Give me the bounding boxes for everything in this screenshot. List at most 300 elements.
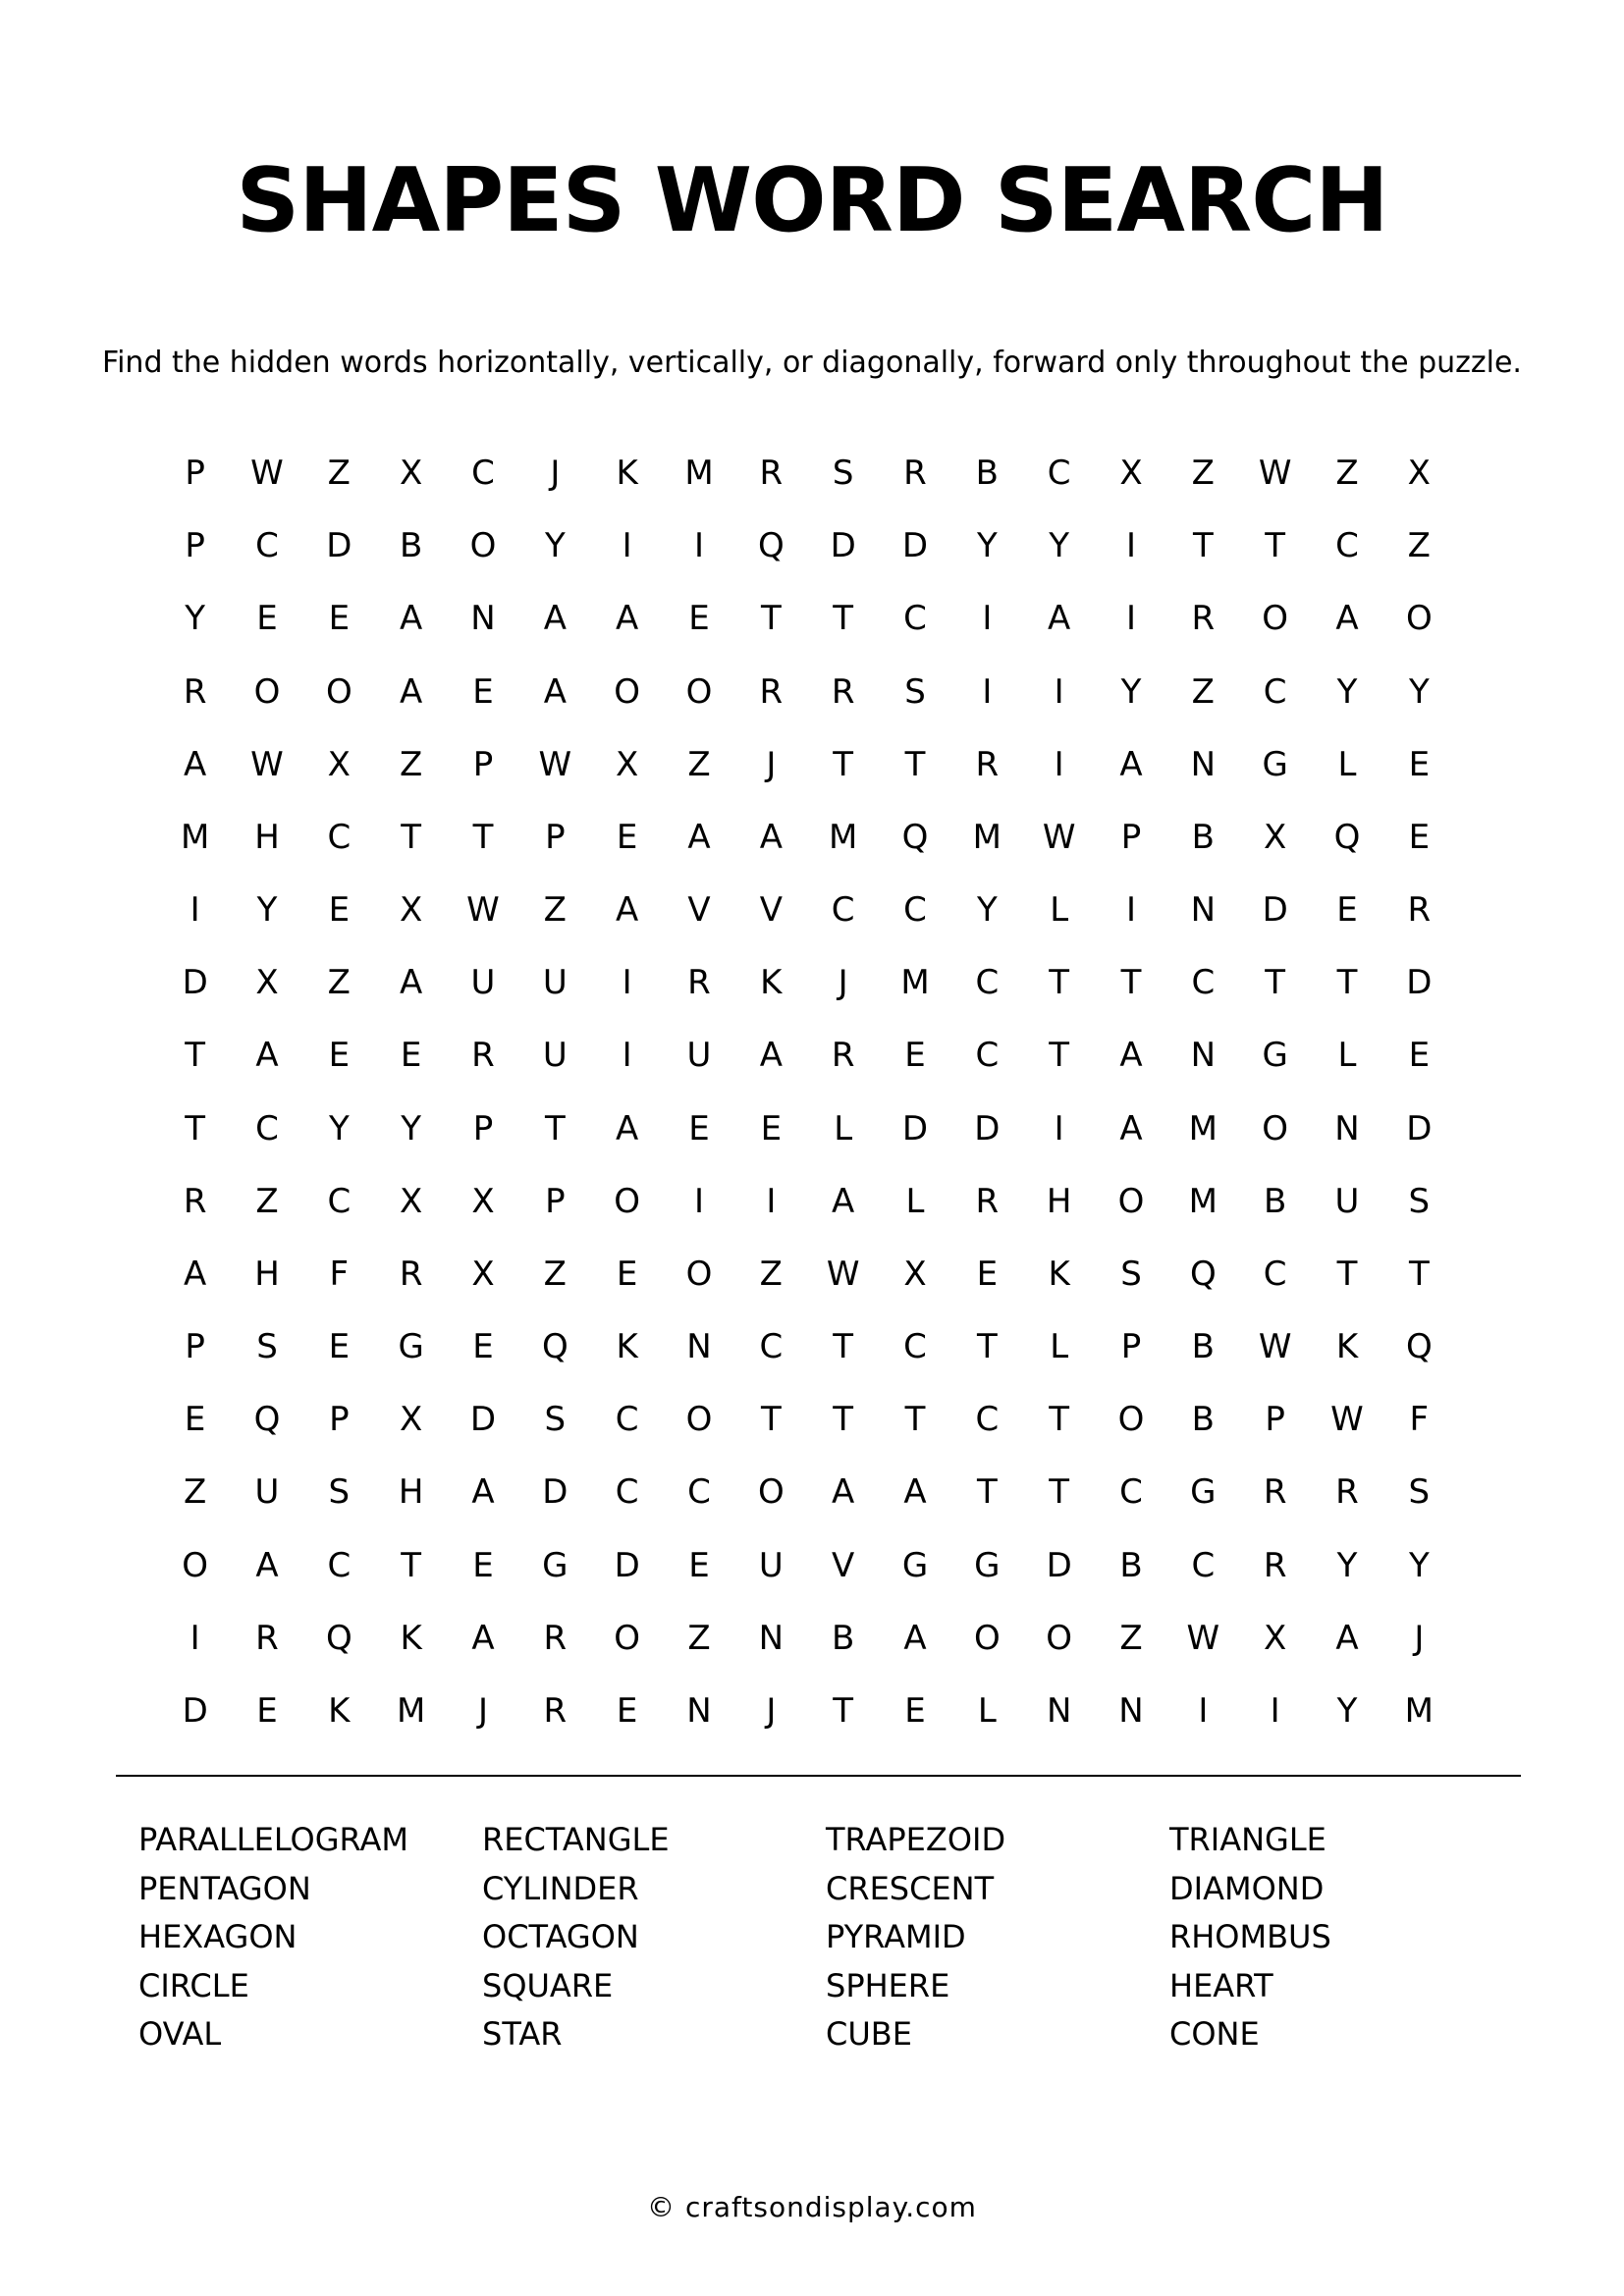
grid-letter: W <box>250 454 284 494</box>
grid-letter: J <box>838 963 848 1003</box>
grid-letter: C <box>1335 526 1359 566</box>
grid-letter: T <box>1336 963 1358 1003</box>
grid-letter: R <box>687 963 711 1003</box>
grid-letter: O <box>325 671 352 712</box>
grid-letter: M <box>1188 1181 1218 1221</box>
grid-letter: D <box>901 1108 929 1148</box>
grid-letter: B <box>832 1618 855 1658</box>
grid-letter: J <box>477 1690 488 1731</box>
grid-letter: A <box>184 1254 207 1294</box>
word-list-item: SQUARE <box>482 1966 614 2004</box>
grid-letter: E <box>1408 744 1431 784</box>
grid-letter: Y <box>976 526 998 566</box>
grid-letter: Z <box>255 1181 279 1221</box>
word-list-item: HEART <box>1169 1966 1273 2004</box>
grid-letter: D <box>182 963 208 1003</box>
grid-letter: O <box>1117 1181 1145 1221</box>
grid-letter: O <box>685 1400 713 1440</box>
grid-letter: E <box>472 1545 494 1585</box>
grid-letter: H <box>398 1472 424 1513</box>
grid-letter: I <box>982 671 993 712</box>
grid-letter: D <box>1406 963 1433 1003</box>
grid-letter: F <box>1409 1400 1430 1440</box>
grid-letter: D <box>182 1690 208 1731</box>
grid-letter: Q <box>1333 817 1361 857</box>
grid-letter: S <box>544 1400 567 1440</box>
grid-letter: V <box>759 890 783 931</box>
grid-letter: T <box>833 1690 854 1731</box>
grid-letter: H <box>254 817 280 857</box>
grid-letter: Y <box>1049 526 1070 566</box>
grid-letter: L <box>1337 744 1357 784</box>
grid-letter: P <box>329 1400 350 1440</box>
grid-letter: C <box>327 1181 352 1221</box>
grid-letter: M <box>180 817 210 857</box>
grid-letter: C <box>831 890 855 931</box>
grid-letter: O <box>1117 1400 1145 1440</box>
grid-letter: W <box>1330 1400 1364 1440</box>
grid-letter: I <box>622 963 632 1003</box>
word-list-item: HEXAGON <box>138 1918 298 1955</box>
grid-letter: O <box>1046 1618 1073 1658</box>
grid-letter: T <box>1265 526 1286 566</box>
grid-letter: T <box>1049 1036 1070 1076</box>
grid-letter: D <box>1046 1545 1072 1585</box>
grid-letter: T <box>1408 1254 1430 1294</box>
grid-letter: Z <box>543 890 567 931</box>
grid-letter: L <box>977 1690 997 1731</box>
grid-letter: C <box>903 1327 927 1367</box>
grid-letter: A <box>832 1181 855 1221</box>
grid-letter: I <box>693 1181 704 1221</box>
grid-letter: T <box>401 817 422 857</box>
grid-letter: P <box>545 817 566 857</box>
grid-letter: T <box>833 1327 854 1367</box>
grid-letter: Z <box>1191 454 1215 494</box>
grid-letter: D <box>614 1545 640 1585</box>
grid-letter: S <box>904 671 926 712</box>
grid-letter: A <box>400 963 423 1003</box>
grid-letter: E <box>472 1327 494 1367</box>
grid-letter: Q <box>1189 1254 1217 1294</box>
grid-letter: X <box>255 963 279 1003</box>
grid-letter: W <box>538 744 572 784</box>
grid-letter: C <box>615 1400 639 1440</box>
grid-letter: T <box>472 817 494 857</box>
grid-letter: E <box>688 1108 710 1148</box>
grid-letter: R <box>543 1690 568 1731</box>
grid-letter: I <box>1270 1690 1280 1731</box>
grid-letter: O <box>614 1618 641 1658</box>
grid-letter: G <box>398 1327 424 1367</box>
grid-letter: E <box>328 599 351 639</box>
grid-letter: O <box>757 1472 785 1513</box>
grid-letter: C <box>759 1327 784 1367</box>
grid-letter: K <box>328 1690 351 1731</box>
grid-letter: O <box>614 1181 641 1221</box>
grid-letter: E <box>760 1108 783 1148</box>
footer-credit: © craftsondisplay.com <box>647 2191 977 2223</box>
grid-letter: I <box>189 1618 200 1658</box>
grid-letter: S <box>256 1327 278 1367</box>
grid-letter: R <box>1191 599 1216 639</box>
grid-letter: R <box>1407 890 1432 931</box>
grid-letter: J <box>550 454 561 494</box>
grid-letter: O <box>685 1254 713 1294</box>
grid-letter: B <box>1191 1400 1215 1440</box>
grid-letter: V <box>687 890 711 931</box>
page-title: SHAPES WORD SEARCH <box>236 149 1388 252</box>
grid-letter: U <box>758 1545 784 1585</box>
word-list-item: CYLINDER <box>482 1869 639 1907</box>
grid-letter: K <box>760 963 783 1003</box>
grid-letter: E <box>616 1690 638 1731</box>
grid-letter: I <box>766 1181 777 1221</box>
grid-letter: C <box>975 1036 1000 1076</box>
grid-letter: Y <box>1336 1690 1358 1731</box>
grid-letter: J <box>766 744 777 784</box>
divider-line <box>116 1775 1521 1777</box>
grid-letter: M <box>684 454 714 494</box>
grid-letter: Z <box>1335 454 1359 494</box>
grid-letter: X <box>400 1400 423 1440</box>
grid-letter: P <box>185 454 205 494</box>
word-list-item: SPHERE <box>826 1966 950 2004</box>
grid-letter: L <box>834 1108 853 1148</box>
grid-letter: C <box>1047 454 1071 494</box>
grid-letter: Y <box>544 526 566 566</box>
grid-letter: M <box>828 817 858 857</box>
grid-letter: E <box>328 890 351 931</box>
grid-letter: T <box>833 744 854 784</box>
grid-letter: R <box>759 671 784 712</box>
grid-letter: T <box>544 1108 566 1148</box>
grid-letter: S <box>832 454 854 494</box>
grid-letter: Y <box>1336 1545 1358 1585</box>
grid-letter: R <box>255 1618 279 1658</box>
grid-letter: E <box>328 1036 351 1076</box>
grid-letter: N <box>470 599 496 639</box>
grid-letter: X <box>327 744 351 784</box>
word-list-item: PENTAGON <box>138 1869 311 1907</box>
grid-letter: S <box>1408 1181 1431 1221</box>
grid-letter: W <box>1258 454 1292 494</box>
grid-letter: D <box>974 1108 1001 1148</box>
grid-letter: P <box>1265 1400 1285 1440</box>
grid-letter: Z <box>1407 526 1431 566</box>
grid-letter: B <box>1264 1181 1287 1221</box>
grid-letter: I <box>693 526 704 566</box>
grid-letter: W <box>826 1254 860 1294</box>
grid-letter: A <box>616 890 639 931</box>
grid-letter: N <box>1190 890 1217 931</box>
grid-letter: R <box>975 1181 1000 1221</box>
grid-letter: E <box>1408 1036 1431 1076</box>
grid-letter: Y <box>1408 671 1430 712</box>
grid-letter: N <box>1190 1036 1217 1076</box>
grid-letter: I <box>1125 599 1136 639</box>
grid-letter: Z <box>327 454 351 494</box>
grid-letter: O <box>685 671 713 712</box>
grid-letter: I <box>622 526 632 566</box>
grid-letter: N <box>758 1618 785 1658</box>
grid-letter: T <box>401 1545 422 1585</box>
grid-letter: P <box>545 1181 566 1221</box>
grid-letter: R <box>759 454 784 494</box>
grid-letter: K <box>616 1327 638 1367</box>
grid-letter: T <box>1049 963 1070 1003</box>
word-list-item: OCTAGON <box>482 1918 639 1955</box>
grid-letter: R <box>471 1036 495 1076</box>
grid-letter: T <box>904 744 926 784</box>
grid-letter: Z <box>1119 1618 1143 1658</box>
grid-letter: T <box>1049 1472 1070 1513</box>
grid-letter: X <box>1119 454 1143 494</box>
grid-letter: T <box>976 1327 998 1367</box>
grid-letter: O <box>614 671 641 712</box>
grid-letter: U <box>470 963 496 1003</box>
grid-letter: M <box>972 817 1001 857</box>
grid-letter: O <box>973 1618 1001 1658</box>
grid-letter: C <box>903 599 927 639</box>
grid-letter: R <box>399 1254 423 1294</box>
grid-letter: T <box>1265 963 1286 1003</box>
grid-letter: H <box>1046 1181 1072 1221</box>
grid-letter: A <box>543 671 567 712</box>
grid-letter: C <box>1191 1545 1216 1585</box>
grid-letter: A <box>1119 1036 1143 1076</box>
grid-letter: X <box>1264 817 1287 857</box>
grid-letter: L <box>1050 1327 1069 1367</box>
grid-letter: M <box>1188 1108 1218 1148</box>
grid-letter: Z <box>1191 671 1215 712</box>
grid-letter: U <box>542 963 568 1003</box>
grid-letter: D <box>830 526 856 566</box>
grid-letter: I <box>622 1036 632 1076</box>
grid-letter: B <box>1191 1327 1215 1367</box>
grid-letter: A <box>471 1472 495 1513</box>
grid-letter: Q <box>901 817 929 857</box>
grid-letter: Y <box>328 1108 350 1148</box>
grid-letter: I <box>1125 526 1136 566</box>
grid-letter: O <box>1262 599 1289 639</box>
grid-letter: H <box>254 1254 280 1294</box>
grid-letter: L <box>1050 890 1069 931</box>
word-list-item: CONE <box>1169 2015 1260 2053</box>
grid-letter: X <box>471 1254 495 1294</box>
word-list-item: DIAMOND <box>1169 1869 1325 1907</box>
word-list-item: STAR <box>482 2015 563 2053</box>
grid-letter: R <box>183 671 207 712</box>
grid-letter: E <box>616 1254 638 1294</box>
grid-letter: A <box>903 1472 927 1513</box>
grid-letter: A <box>543 599 567 639</box>
grid-letter: R <box>831 1036 855 1076</box>
grid-letter: X <box>1264 1618 1287 1658</box>
grid-letter: X <box>903 1254 927 1294</box>
grid-letter: N <box>1118 1690 1144 1731</box>
grid-letter: A <box>832 1472 855 1513</box>
grid-letter: R <box>831 671 855 712</box>
grid-letter: U <box>254 1472 280 1513</box>
grid-letter: E <box>256 1690 278 1731</box>
grid-letter: N <box>686 1327 712 1367</box>
grid-letter: I <box>1054 671 1064 712</box>
grid-letter: G <box>901 1545 929 1585</box>
word-list-item: TRAPEZOID <box>826 1821 1006 1858</box>
grid-letter: O <box>182 1545 209 1585</box>
grid-letter: T <box>760 599 782 639</box>
grid-letter: A <box>255 1036 279 1076</box>
grid-letter: A <box>471 1618 495 1658</box>
grid-letter: D <box>326 526 352 566</box>
grid-letter: G <box>974 1545 1001 1585</box>
grid-letter: W <box>1042 817 1076 857</box>
grid-letter: J <box>1414 1618 1425 1658</box>
grid-letter: G <box>542 1545 568 1585</box>
grid-letter: D <box>469 1400 497 1440</box>
grid-letter: Z <box>687 1618 711 1658</box>
grid-letter: K <box>1335 1327 1359 1367</box>
grid-letter: C <box>1263 1254 1287 1294</box>
grid-letter: M <box>900 963 930 1003</box>
grid-letter: L <box>1337 1036 1357 1076</box>
grid-letter: R <box>1263 1545 1287 1585</box>
grid-letter: X <box>1407 454 1431 494</box>
grid-letter: R <box>1335 1472 1359 1513</box>
grid-letter: C <box>1191 963 1216 1003</box>
grid-letter: W <box>1258 1327 1292 1367</box>
grid-letter: U <box>542 1036 568 1076</box>
grid-letter: R <box>183 1181 207 1221</box>
grid-letter: E <box>1408 817 1431 857</box>
grid-letter: Z <box>327 963 351 1003</box>
grid-letter: W <box>466 890 500 931</box>
grid-letter: I <box>1054 744 1064 784</box>
grid-letter: Y <box>1336 671 1358 712</box>
grid-letter: Y <box>1408 1545 1430 1585</box>
grid-letter: D <box>1406 1108 1433 1148</box>
grid-letter: A <box>1119 744 1143 784</box>
grid-letter: X <box>400 890 423 931</box>
grid-letter: E <box>688 599 710 639</box>
grid-letter: D <box>542 1472 568 1513</box>
grid-letter: T <box>185 1108 206 1148</box>
word-list-item: CIRCLE <box>138 1966 249 2004</box>
grid-letter: C <box>1119 1472 1143 1513</box>
grid-letter: V <box>832 1545 855 1585</box>
word-list-item: RECTANGLE <box>482 1821 670 1858</box>
grid-letter: A <box>759 817 783 857</box>
grid-letter: I <box>1198 1690 1209 1731</box>
grid-letter: T <box>1336 1254 1358 1294</box>
grid-letter: C <box>327 1545 352 1585</box>
grid-letter: W <box>250 744 284 784</box>
grid-letter: D <box>901 526 929 566</box>
grid-letter: Z <box>687 744 711 784</box>
grid-letter: A <box>400 671 423 712</box>
grid-letter: B <box>1191 817 1215 857</box>
grid-letter: N <box>1334 1108 1360 1148</box>
grid-letter: A <box>687 817 711 857</box>
grid-letter: C <box>327 817 352 857</box>
grid-letter: P <box>185 526 205 566</box>
grid-letter: M <box>396 1690 426 1731</box>
grid-letter: Q <box>541 1327 568 1367</box>
grid-letter: N <box>1190 744 1217 784</box>
grid-letter: P <box>472 744 494 784</box>
grid-letter: O <box>1262 1108 1289 1148</box>
grid-letter: C <box>255 526 279 566</box>
grid-letter: P <box>185 1327 205 1367</box>
word-list-item: PARALLELOGRAM <box>138 1821 408 1858</box>
grid-letter: Q <box>757 526 785 566</box>
grid-letter: D <box>1262 890 1288 931</box>
grid-letter: I <box>1054 1108 1064 1148</box>
grid-letter: T <box>760 1400 782 1440</box>
grid-letter: A <box>255 1545 279 1585</box>
grid-letter: I <box>1125 890 1136 931</box>
grid-letter: C <box>615 1472 639 1513</box>
grid-letter: E <box>328 1327 351 1367</box>
grid-letter: X <box>400 1181 423 1221</box>
word-list-item: CUBE <box>826 2015 912 2053</box>
word-list-item: TRIANGLE <box>1169 1821 1326 1858</box>
grid-letter: Y <box>1120 671 1142 712</box>
grid-letter: E <box>904 1036 926 1076</box>
grid-letter: E <box>472 671 494 712</box>
grid-letter: B <box>1119 1545 1143 1585</box>
grid-letter: A <box>184 744 207 784</box>
grid-letter: E <box>256 599 278 639</box>
grid-letter: C <box>1263 671 1287 712</box>
grid-letter: A <box>1119 1108 1143 1148</box>
instructions-text: Find the hidden words horizontally, vertically, or diagonally, forward only throughout the puzzle. <box>102 346 1522 380</box>
grid-letter: C <box>471 454 495 494</box>
grid-letter: A <box>1335 599 1359 639</box>
grid-letter: S <box>1120 1254 1142 1294</box>
grid-letter: U <box>1334 1181 1360 1221</box>
grid-letter: Y <box>185 599 206 639</box>
grid-letter: T <box>976 1472 998 1513</box>
grid-letter: E <box>1336 890 1358 931</box>
grid-letter: W <box>1186 1618 1220 1658</box>
word-list-item: CRESCENT <box>826 1869 995 1907</box>
grid-letter: B <box>400 526 423 566</box>
grid-letter: E <box>976 1254 999 1294</box>
grid-letter: C <box>975 1400 1000 1440</box>
grid-letter: T <box>185 1036 206 1076</box>
grid-letter: X <box>616 744 639 784</box>
grid-letter: C <box>975 963 1000 1003</box>
grid-letter: J <box>766 1690 777 1731</box>
grid-letter: Z <box>543 1254 567 1294</box>
grid-letter: Q <box>253 1400 281 1440</box>
grid-letter: A <box>616 599 639 639</box>
grid-letter: G <box>1262 1036 1288 1076</box>
grid-letter: P <box>472 1108 494 1148</box>
grid-letter: A <box>1335 1618 1359 1658</box>
grid-letter: E <box>616 817 638 857</box>
grid-letter: O <box>469 526 497 566</box>
grid-letter: G <box>1190 1472 1217 1513</box>
grid-letter: X <box>471 1181 495 1221</box>
grid-letter: P <box>1120 1327 1142 1367</box>
grid-letter: F <box>329 1254 350 1294</box>
word-list-item: RHOMBUS <box>1169 1918 1331 1955</box>
grid-letter: N <box>1046 1690 1072 1731</box>
grid-letter: K <box>1048 1254 1070 1294</box>
